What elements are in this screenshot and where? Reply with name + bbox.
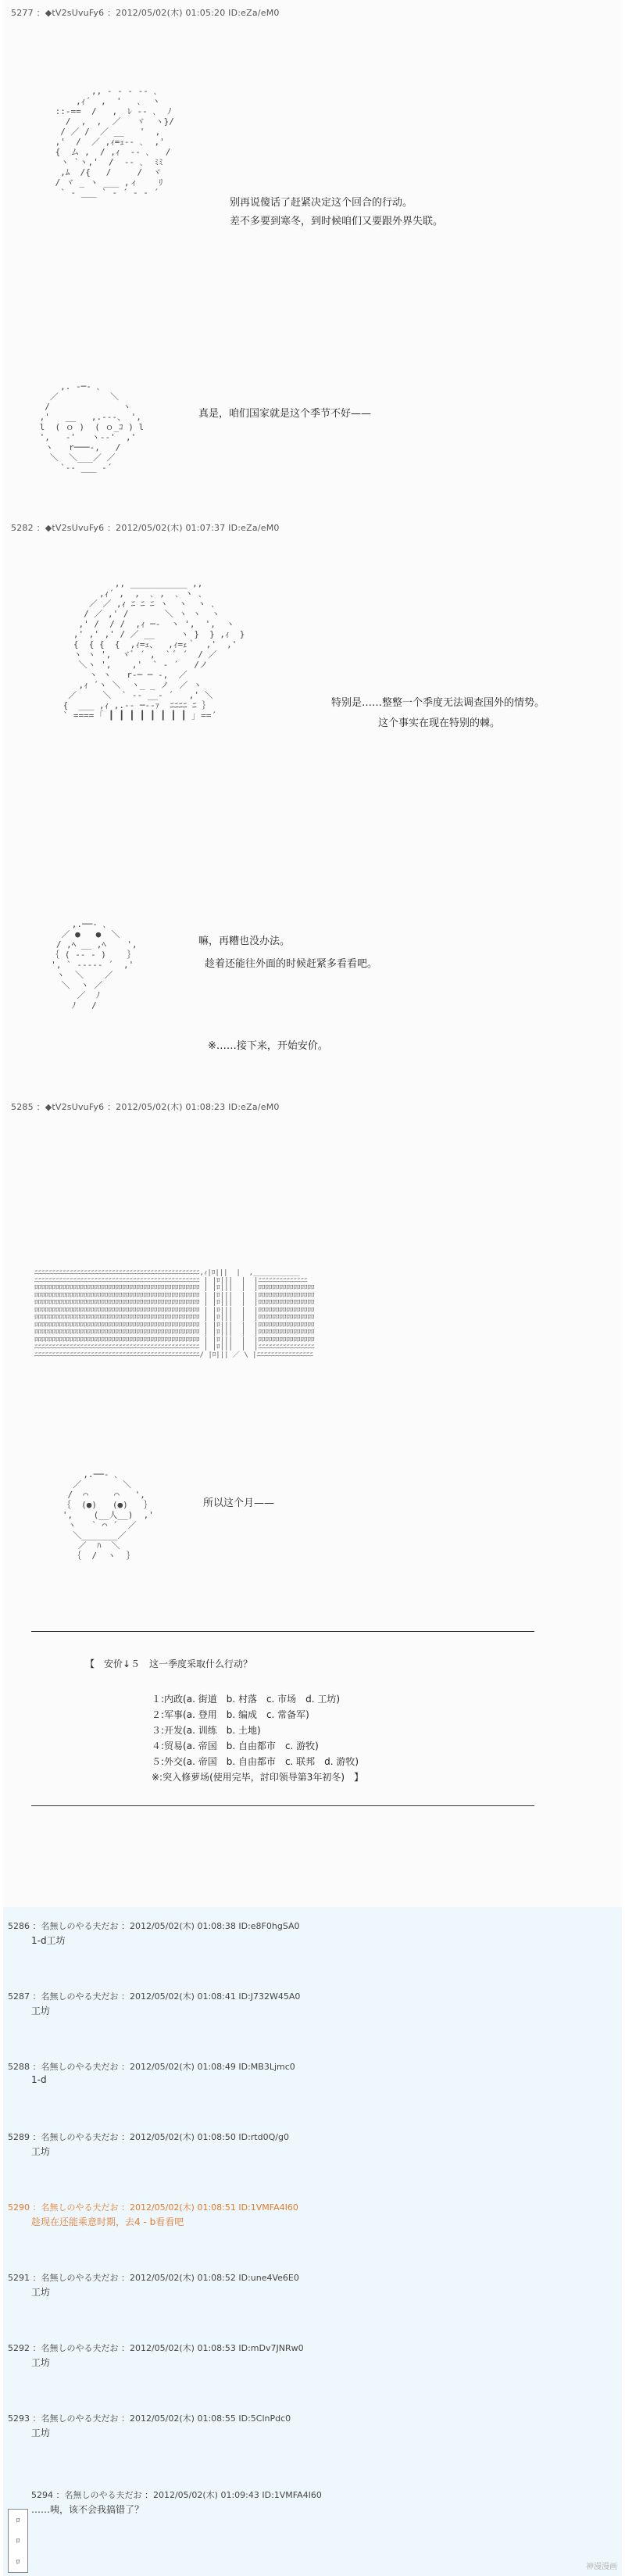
- question-option: ※:突入修萝场(使用完毕，討印领导第3年初冬) 】: [152, 1772, 364, 1783]
- dialogue-line: 嘛，再糟也没办法。: [198, 936, 291, 947]
- response-item: [8, 2271, 299, 2299]
- dialogue-line: 特别是……整整一个季度无法调查国外的情势。: [331, 697, 545, 709]
- ascii-art-character: ,, ‐ ‐ ‐ ‐- ､ ,ｨ´ , ' ､ ヽ ::-== / , ﾚ ‐- ､ ﾉ / , , ／ ヾ ヽ}/ / ／ / ／ __ ' , ,' / ／ ,ｨ=ｪ-‐ ､ ,' { ム , / ,ｨ ‐- ､ / ヽ `ヽ,' / ‐- ､ ﾐﾐ ,ﾑ /{ / / ヾ / ヾ _ ヽ ___ ,ィ ﾘ ` - ___ ` ‐ ´ ‐ ‐ ´: [55, 86, 174, 198]
- response-item: [8, 2060, 295, 2085]
- question-title: 【 安价↓５ 这一季度采取什么行动？: [85, 1658, 253, 1669]
- response-body: 1-d: [31, 2074, 47, 2085]
- response-item: [8, 1919, 300, 1947]
- ascii-art-character: ,.──‐ ､ ／ ● ● ＼ / ,ﾍ __ ,ﾍ ', ｛ ( ‐- ‐ ) ｝ ', ` ‐---‐ ´ ,' ヽ ＼ ／ ＼ ヽ ／ ／ ﾉ ﾉ /: [51, 919, 138, 1011]
- post-header: 5282 ：◆tV2sUvuFy6 ：2012/05/02(木) 01:07:37 ID:eZa/eM0: [11, 523, 280, 533]
- response-header: 5294 ：名無しのやる夫だお ：2012/05/02(木) 01:09:43 ID:1VMFA4I60: [31, 2490, 322, 2500]
- dialogue-line: 所以这个月——: [203, 1497, 275, 1509]
- dialogue-line: 真是，咱们国家就是这个季节不好——: [198, 408, 372, 420]
- response-item: [8, 2131, 289, 2158]
- dialogue-line: 这个事实在现在特别的棘。: [378, 717, 501, 729]
- question-bottom-rule: [31, 1805, 534, 1806]
- response-header: 5288 ：名無しのやる夫だお ：2012/05/02(木) 01:08:49 ID:MB3Ljmc0: [8, 2062, 295, 2072]
- response-item: [31, 2488, 322, 2516]
- response-item: [8, 2342, 304, 2369]
- response-header: 5293 ：名無しのやる夫だお ：2012/05/02(木) 01:08:55 ID:5ClnPdc0: [8, 2413, 291, 2424]
- ascii-art-small-figure: ﾛ ﾛ ﾛ: [8, 2509, 28, 2573]
- response-header: 5291 ：名無しのやる夫だお ：2012/05/02(木) 01:08:52 ID:une4Ve6E0: [8, 2273, 299, 2283]
- response-header: 5286 ：名無しのやる夫だお ：2012/05/02(木) 01:08:38 ID:e8F0hgSA0: [8, 1921, 300, 1931]
- response-body: 工坊: [31, 2428, 51, 2438]
- watermark: 神漫漫画: [586, 2563, 617, 2571]
- dialogue-line: 差不多要到寒冬，到时候咱们又要跟外界失联。: [230, 216, 444, 227]
- response-header: 5292 ：名無しのやる夫だお ：2012/05/02(木) 01:08:53 ID:mDv7JNRw0: [8, 2343, 304, 2353]
- response-item-highlighted: [8, 2201, 298, 2228]
- response-header: 5287 ：名無しのやる夫だお ：2012/05/02(木) 01:08:41 ID:J732W45A0: [8, 1991, 301, 2002]
- ascii-art-character: ,. ‐─‐ ､ ／ ＼ / ヽ ,' __ ,.-‐-、 ', l ( ｏ ) ( ｏ_ｺ ) l ', ‐' ヽ-‐' ,' ヽ r───‐, / ＼ ＼___／ ／ `‐- ___ ‐´: [39, 381, 145, 473]
- question-option: １:内政(a. 街道 b. 村落 c. 市场 d. 工坊): [152, 1694, 341, 1705]
- response-item: [8, 2412, 291, 2439]
- question-option: ２:军事(a. 登用 b. 编成 c. 常备军): [152, 1709, 309, 1720]
- post-header: 5277 ：◆tV2sUvuFy6 ：2012/05/02(木) 01:05:20 ID:eZa/eM0: [11, 8, 280, 18]
- response-body: 1-d工坊: [31, 1935, 66, 1946]
- question-option: ３:开发(a. 训练 b. 土地): [152, 1725, 261, 1736]
- response-body: 工坊: [31, 2357, 51, 2368]
- dialogue-line: 别再说傻话了赶紧决定这个回合的行动。: [230, 197, 413, 209]
- response-item: [8, 1990, 300, 2017]
- response-body: 工坊: [31, 2005, 51, 2016]
- ascii-art-character: ,, ___________ ,, ,ｨ´ , , ､ , ､ ヽ ､ ／ ／ ,ｨ ﾆ ﾆ ﾆ ヽ ヽ ヽ ､ / ／ ,' / ＼ ヽ ヽ ヽ ,' / / / ,ｨ ─‐ ヽ ', ', ヽ ,' ,' ,' / ／ __ ヽ } } ,ｨ } { { { { ,ｨ=ｪ、 ,ｨ=ｪ｀ ,' ,' ヽ ヽ ', ヾﾞ ´ , ` ﾞ ´ / ／ ＼ヽ ', ,' ` ‐ ´ /ノ ヽ ヽ r‐─ ─ ‐, ／ ,ｨ ´ヽ ＼ ヽ_ _ ノ ／ ヽ ／ ＼ ` ‐- __‐ ´ ,' ＼ { ___ ,ｨ ,.-‐ ─‐-ｧ ﾆﾆﾆﾆ ﾆ ｝ ` ==== ｢ ┃ ┃ ┃ ┃ ┃ ┃ ┃ ┃ ｣ ==´: [62, 578, 245, 721]
- dialogue-line: ※……接下来，开始安价。: [208, 1040, 328, 1052]
- question-option: ５:外交(a. 帝国 b. 自由都市 c. 联邦 d. 游牧): [152, 1756, 359, 1767]
- response-header: 5290 ：名無しのやる夫だお ：2012/05/02(木) 01:08:51 ID:1VMFA4I60: [8, 2202, 298, 2213]
- response-body: 趁现在还能乘意时期，去4 - b看看吧: [31, 2216, 184, 2227]
- response-body: 工坊: [31, 2287, 51, 2298]
- ascii-art-castle-wall: ﾆﾆﾆﾆﾆﾆﾆﾆﾆﾆﾆﾆﾆﾆﾆﾆﾆﾆﾆﾆﾆﾆﾆﾆﾆﾆﾆﾆﾆﾆﾆﾆﾆﾆﾆﾆﾆﾆﾆﾆﾆﾆﾆﾆﾆﾆﾆ,ｨ|ﾛ||| | ,___________ ﾆﾆﾆﾆﾆﾆﾆﾆﾆﾆﾆﾆﾆﾆﾆﾆﾆﾆﾆﾆﾆﾆﾆﾆﾆﾆﾆﾆﾆﾆﾆﾆﾆﾆﾆﾆﾆﾆﾆﾆﾆﾆﾆﾆﾆﾆﾆ | |ﾛ||| | |ﾆﾆﾆﾆﾆﾆﾆﾆﾆﾆﾆﾆﾆﾆ ﾛﾛﾛﾛﾛﾛﾛﾛﾛﾛﾛﾛﾛﾛﾛﾛﾛﾛﾛﾛﾛﾛﾛﾛﾛﾛﾛﾛﾛﾛﾛﾛﾛﾛﾛﾛﾛﾛﾛﾛﾛﾛﾛﾛﾛﾛﾛ | |ﾛ||| | |ﾛﾛﾛﾛﾛﾛﾛﾛﾛﾛﾛﾛﾛﾛﾛﾛ ﾛﾛﾛﾛﾛﾛﾛﾛﾛﾛﾛﾛﾛﾛﾛﾛﾛﾛﾛﾛﾛﾛﾛﾛﾛﾛﾛﾛﾛﾛﾛﾛﾛﾛﾛﾛﾛﾛﾛﾛﾛﾛﾛﾛﾛﾛﾛ | |ﾛ||| | |ﾛﾛﾛﾛﾛﾛﾛﾛﾛﾛﾛﾛﾛﾛﾛﾛ ﾛﾛﾛﾛﾛﾛﾛﾛﾛﾛﾛﾛﾛﾛﾛﾛﾛﾛﾛﾛﾛﾛﾛﾛﾛﾛﾛﾛﾛﾛﾛﾛﾛﾛﾛﾛﾛﾛﾛﾛﾛﾛﾛﾛﾛﾛﾛ | |ﾛ||| | |ﾛﾛﾛﾛﾛﾛﾛﾛﾛﾛﾛﾛﾛﾛﾛﾛ ﾛﾛﾛﾛﾛﾛﾛﾛﾛﾛﾛﾛﾛﾛﾛﾛﾛﾛﾛﾛﾛﾛﾛﾛﾛﾛﾛﾛﾛﾛﾛﾛﾛﾛﾛﾛﾛﾛﾛﾛﾛﾛﾛﾛﾛﾛﾛ | |ﾛ||| | |ﾛﾛﾛﾛﾛﾛﾛﾛﾛﾛﾛﾛﾛﾛﾛﾛ ﾛﾛﾛﾛﾛﾛﾛﾛﾛﾛﾛﾛﾛﾛﾛﾛﾛﾛﾛﾛﾛﾛﾛﾛﾛﾛﾛﾛﾛﾛﾛﾛﾛﾛﾛﾛﾛﾛﾛﾛﾛﾛﾛﾛﾛﾛﾛ | |ﾛ||| | |ﾛﾛﾛﾛﾛﾛﾛﾛﾛﾛﾛﾛﾛﾛﾛﾛ ﾛﾛﾛﾛﾛﾛﾛﾛﾛﾛﾛﾛﾛﾛﾛﾛﾛﾛﾛﾛﾛﾛﾛﾛﾛﾛﾛﾛﾛﾛﾛﾛﾛﾛﾛﾛﾛﾛﾛﾛﾛﾛﾛﾛﾛﾛﾛ | |ﾛ||| | |ﾛﾛﾛﾛﾛﾛﾛﾛﾛﾛﾛﾛﾛﾛﾛﾛ ﾛﾛﾛﾛﾛﾛﾛﾛﾛﾛﾛﾛﾛﾛﾛﾛﾛﾛﾛﾛﾛﾛﾛﾛﾛﾛﾛﾛﾛﾛﾛﾛﾛﾛﾛﾛﾛﾛﾛﾛﾛﾛﾛﾛﾛﾛﾛ | |ﾛ||| | |ﾛﾛﾛﾛﾛﾛﾛﾛﾛﾛﾛﾛﾛﾛﾛﾛ ﾛﾛﾛﾛﾛﾛﾛﾛﾛﾛﾛﾛﾛﾛﾛﾛﾛﾛﾛﾛﾛﾛﾛﾛﾛﾛﾛﾛﾛﾛﾛﾛﾛﾛﾛﾛﾛﾛﾛﾛﾛﾛﾛﾛﾛﾛﾛ | |ﾛ||| | |ﾛﾛﾛﾛﾛﾛﾛﾛﾛﾛﾛﾛﾛﾛﾛﾛ ﾆﾆﾆﾆﾆﾆﾆﾆﾆﾆﾆﾆﾆﾆﾆﾆﾆﾆﾆﾆﾆﾆﾆﾆﾆﾆﾆﾆﾆﾆﾆﾆﾆﾆﾆﾆﾆﾆﾆﾆﾆﾆﾆﾆﾆﾆﾆ | |ﾛ||| | |ﾆﾆﾆﾆﾆﾆﾆﾆﾆﾆﾆﾆﾆﾆﾆﾆ ﾆﾆﾆﾆﾆﾆﾆﾆﾆﾆﾆﾆﾆﾆﾆﾆﾆﾆﾆﾆﾆﾆﾆﾆﾆﾆﾆﾆﾆﾆﾆﾆﾆﾆﾆﾆﾆﾆﾆﾆﾆﾆﾆﾆﾆﾆﾆ/ |ﾛ||| ／ \ |ﾆﾆﾆﾆﾆﾆﾆﾆﾆﾆﾆﾆﾆﾆﾆﾆ: [34, 1269, 315, 1359]
- question-top-rule: [31, 1631, 534, 1632]
- response-body: ……咦，该不会我搞错了？: [31, 2504, 145, 2515]
- dialogue-line: 趁着还能往外面的时候赶紧多看看吧。: [205, 958, 378, 970]
- response-body: 工坊: [31, 2146, 51, 2157]
- ascii-art-character: ,.──‐ ､ ／ ＼ / ⌒ ⌒ ', ｛ (●) (●) ｝ ', (__人__) ,' ヽ ` ⌒ ´ ／ ＼_______／ ／ ﾊ ＼ ｛ / ヽ ｝: [62, 1469, 154, 1561]
- post-header: 5285 ：◆tV2sUvuFy6 ：2012/05/02(木) 01:08:23 ID:eZa/eM0: [11, 1102, 280, 1112]
- response-header: 5289 ：名無しのやる夫だお ：2012/05/02(木) 01:08:50 ID:rtd0Q/g0: [8, 2132, 289, 2142]
- question-option: ４:贸易(a. 帝国 b. 自由都市 c. 游牧): [152, 1741, 319, 1751]
